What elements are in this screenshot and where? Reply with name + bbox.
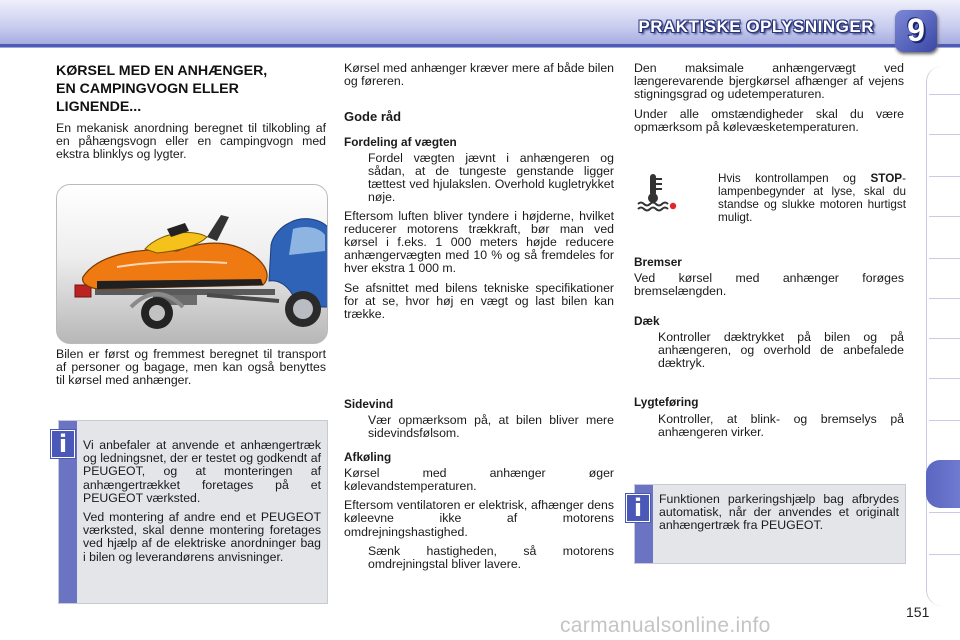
column-left <box>56 62 326 168</box>
bullet-item <box>344 152 614 205</box>
hand-pointer-icon <box>694 172 718 224</box>
watermark: carmanualsonline.info <box>560 614 771 637</box>
bullet-text: Kontroller, at blink- og bremselys på anhængeren virker. <box>658 411 904 439</box>
side-tab-divider <box>929 378 960 379</box>
side-tab-divider <box>929 512 960 513</box>
coolant-temperature-icon <box>636 172 678 214</box>
intro-paragraph: Kørsel med anhænger kræver mere af både bilen og føreren. <box>344 61 614 89</box>
side-tab-divider <box>929 216 960 217</box>
info-box-parking <box>634 484 906 564</box>
bullet-text: Kontroller dæktrykket på bilen og på anhængeren, og overhold de anbefalede dæktryk. <box>658 329 904 371</box>
side-tab-divider <box>929 176 960 177</box>
tips-heading: Gode råd <box>344 109 402 125</box>
section-title-line: LIGNENDE... <box>56 99 142 115</box>
chapter-badge <box>895 10 937 52</box>
side-tab-divider <box>929 94 960 95</box>
trailer-illustration <box>56 184 328 344</box>
hand-pointer-icon <box>634 331 658 371</box>
brakes-paragraph: Ved kørsel med anhænger forøges bremselængden. <box>634 271 904 299</box>
info-paragraph: Vi anbefaler at anvende et anhængertræk og ledningsnet, der er testet og godkendt af PEUGEOT, og at monteringen af anhængertrækket foretages på et PEUGEOT værksted. <box>83 438 321 505</box>
hand-pointer-icon <box>344 414 368 440</box>
lights-heading: Lygteføring <box>634 395 699 410</box>
cooling-heading: Afkøling <box>344 449 392 464</box>
cooling-paragraph: Kørsel med anhænger øger kølevandstemperaturen. <box>344 465 614 494</box>
column-middle-lower <box>344 398 614 576</box>
bullet-item <box>344 545 614 571</box>
specs-paragraph: Se afsnittet med bilens tekniske specifikationer for at se, hvor høj en vægt og last bilen kan trække. <box>344 280 614 322</box>
section-title-line: KØRSEL MED EN ANHÆNGER, <box>56 63 268 79</box>
fan-paragraph: Eftersom ventilatoren er elektrisk, afhænger dens køleevne ikke af motorens omdrejningshastighed. <box>344 498 614 539</box>
side-tab-active-chapter[interactable] <box>926 460 960 508</box>
bullet-text: Vær opmærksom på, at bilen bliver mere sidevindsfølsom. <box>368 413 614 441</box>
page-header <box>0 0 960 60</box>
coolant-paragraph: Under alle omstændigheder skal du være opmærksom på kølevæsketemperaturen. <box>634 106 904 134</box>
warning-text <box>718 172 906 224</box>
column-left-lower <box>56 348 326 394</box>
info-paragraph: Funktionen parkeringshjælp bag afbrydes automatisk, når der anvendes et originalt anhængertræk fra PEUGEOT. <box>659 492 899 533</box>
header-stripe <box>0 44 960 47</box>
hand-pointer-icon <box>344 152 368 205</box>
hand-pointer-icon <box>344 545 368 571</box>
chapter-number: 9 <box>907 12 925 48</box>
altitude-paragraph: Eftersom luften bliver tyndere i højderne, hvilket reducerer motorens trækkraft, bør man ved kørsel i f.eks. 1 000 meters højde reducere anhængervægten med 10 % og så fremdeles for hver ekstra 1 000 m. <box>344 208 614 276</box>
page-number: 151 <box>906 604 930 620</box>
intro-paragraph: En mekanisk anordning beregnet til tilkobling af en påhængsvogn eller en campingvogn med ekstra blinklys og lygter. <box>56 121 326 162</box>
info-box-text <box>659 493 899 539</box>
column-middle <box>344 62 614 327</box>
bullet-item <box>344 414 614 440</box>
side-tab-divider <box>929 134 960 135</box>
stop-label: STOP <box>870 172 903 185</box>
chapter-title: PRAKTISKE OPLYSNINGER <box>638 17 874 36</box>
side-tab-divider <box>929 554 960 555</box>
info-icon: i <box>51 430 75 458</box>
warning-text-part: Hvis kontrollampen og <box>718 172 871 185</box>
tyres-heading: Dæk <box>634 313 660 328</box>
bullet-text: Sænk hastigheden, så motorens omdrejningstal bliver lavere. <box>368 543 614 572</box>
side-tab-strip <box>926 66 960 606</box>
warning-text-part: -lampenbegynder at lyse, skal du standse og slukke motoren hurtigst muligt. <box>718 172 906 224</box>
bullet-item <box>634 413 904 439</box>
crosswind-heading: Sidevind <box>344 397 394 411</box>
bullet-item <box>694 172 906 224</box>
warning-bullet <box>694 172 906 229</box>
side-tab-divider <box>929 420 960 421</box>
side-tab-divider <box>929 338 960 339</box>
brakes-heading: Bremser <box>634 255 682 269</box>
max-weight-paragraph: Den maksimale anhængervægt ved længerevarende bjergkørsel afhænger af vejens stigningsgrad og udetemperaturen. <box>634 61 904 102</box>
section-title-line: EN CAMPINGVOGN ELLER <box>56 81 239 97</box>
weight-heading: Fordeling af vægten <box>344 134 457 149</box>
info-paragraph: Ved montering af andre end et PEUGEOT værksted, skal denne montering foretages ved hjælp af de elektriske anordninger bag i bilen og leverandørens anvisninger. <box>83 510 321 564</box>
info-icon: i <box>626 494 650 522</box>
side-tab-divider <box>929 298 960 299</box>
trailer-jetski-image <box>57 185 327 343</box>
bullet-item <box>634 331 904 371</box>
car-purpose-paragraph: Bilen er først og fremmest beregnet til transport af personer og bagage, men kan også benyttes til kørsel med anhænger. <box>56 347 326 388</box>
hand-pointer-icon <box>634 413 658 439</box>
info-box-recommendation <box>58 420 328 604</box>
column-right <box>634 62 904 140</box>
side-tab-divider <box>929 258 960 259</box>
section-title <box>56 62 326 116</box>
info-box-text <box>83 439 321 570</box>
column-right-lower <box>634 256 904 444</box>
bullet-text: Fordel vægten jævnt i anhængeren og sådan, at de tungeste genstande ligger tættest ved hjulakslen. Overhold kugletrykket nøje. <box>368 150 614 205</box>
